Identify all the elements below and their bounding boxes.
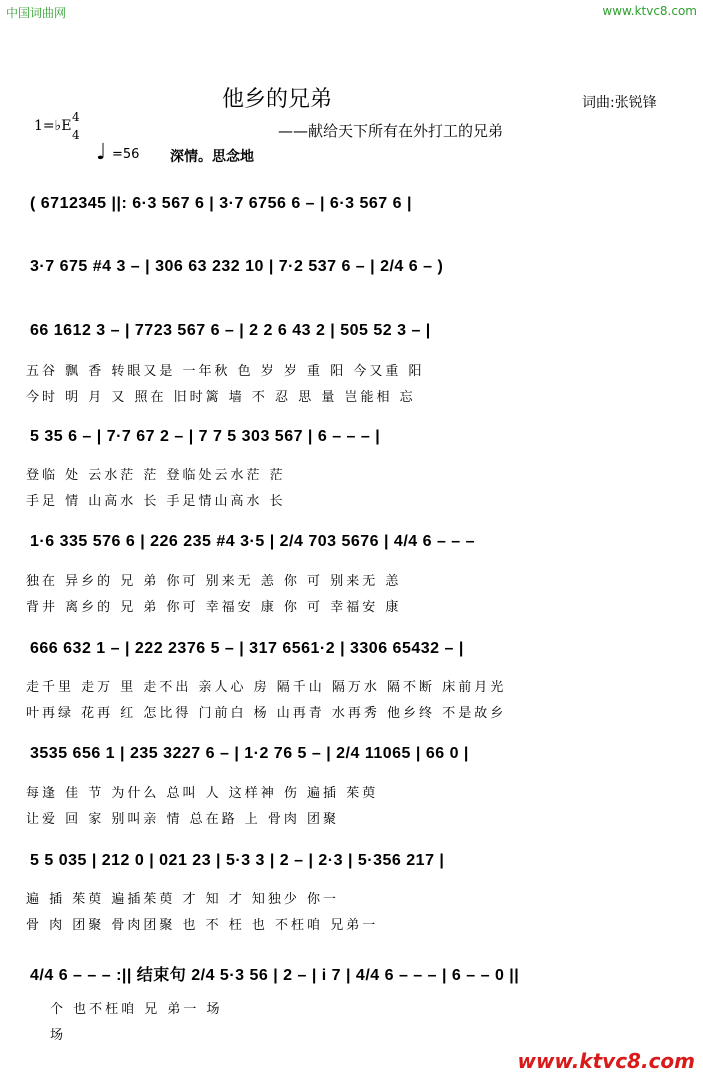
lyric-line-verse-1: 每逢 佳 节 为什么 总叫 人 这样神 伤 遍插 茱萸	[26, 786, 379, 801]
notation-line: 5 35 6 – | 7·7 67 2 – | 7 7 5 303 567 | 6 – – – |	[30, 428, 381, 445]
lyric-line-verse-1: 走千里 走万 里 走不出 亲人心 房 隔千山 隔万水 隔不断 床前月光	[26, 680, 507, 695]
notation-line: 666 632 1 – | 222 2376 5 – | 317 6561·2 | 3306 65432 – |	[30, 640, 464, 657]
lyric-line-verse-2: 场	[50, 1028, 67, 1043]
site-watermark-top-right: www.ktvc8.com	[602, 4, 697, 18]
notation-line: 3·7 675 #4 3 – | 306 63 232 10 | 7·2 537 6 – | 2/4 6 – )	[30, 258, 444, 275]
lyric-line-verse-2: 背井 离乡的 兄 弟 你可 幸福安 康 你 可 幸福安 康	[26, 600, 402, 615]
composer-credit: 词曲:张锐锋	[582, 95, 657, 111]
tempo-value: =56	[112, 147, 140, 162]
notation-line: 4/4 6 – – – :|| 结束句 2/4 5·3 56 | 2 – | i 7 | 4/4 6 – – – | 6 – – 0 ||	[30, 967, 520, 984]
notation-line: 1·6 335 576 6 | 226 235 #4 3·5 | 2/4 703 5676 | 4/4 6 – – –	[30, 533, 476, 550]
notation-line: 5 5 035 | 212 0 | 021 23 | 5·3 3 | 2 – | 2·3 | 5·356 217 |	[30, 852, 445, 869]
site-watermark-top-left: 中国词曲网	[6, 6, 67, 20]
lyric-line-verse-1: 独在 异乡的 兄 弟 你可 别来无 恙 你 可 别来无 恙	[26, 574, 402, 589]
notation-line: 3535 656 1 | 235 3227 6 – | 1·2 76 5 – | 2/4 11065 | 66 0 |	[30, 745, 469, 762]
lyric-line-verse-1: 个 也不枉咱 兄 弟一 场	[50, 1002, 223, 1017]
lyric-line-verse-1: 登临 处 云水茫 茫 登临处云水茫 茫	[26, 468, 286, 483]
lyric-line-verse-1: 遍 插 茱萸 遍插茱萸 才 知 才 知独少 你一	[26, 892, 340, 907]
quarter-note-icon: ♩	[96, 140, 107, 165]
lyric-line-verse-2: 今时 明 月 又 照在 旧时篱 墙 不 忍 思 量 岂能相 忘	[26, 390, 416, 405]
lyric-line-verse-2: 骨 肉 团聚 骨肉团聚 也 不 枉 也 不枉咱 兄弟一	[26, 918, 379, 933]
key-signature: 1=♭E	[34, 118, 72, 134]
site-logo-bottom: www.ktvc8.com	[517, 1049, 695, 1073]
lyric-line-verse-1: 五谷 飘 香 转眼又是 一年秋 色 岁 岁 重 阳 今又重 阳	[26, 364, 425, 379]
notation-line: ( 6712345 ||: 6·3 567 6 | 3·7 6756 6 – | 6·3 567 6 |	[30, 195, 412, 212]
lyric-line-verse-2: 让爱 回 家 别叫亲 情 总在路 上 骨肉 团聚	[26, 812, 340, 827]
time-signature-bottom: 4	[72, 128, 80, 142]
dedication: ——献给天下所有在外打工的兄弟	[278, 122, 504, 140]
song-title: 他乡的兄弟	[222, 87, 333, 112]
lyric-line-verse-2: 手足 情 山高水 长 手足情山高水 长	[26, 494, 286, 509]
lyric-line-verse-2: 叶再绿 花再 红 怎比得 门前白 杨 山再青 水再秀 他乡终 不是故乡	[26, 706, 507, 721]
time-signature-top: 4	[72, 110, 80, 124]
notation-line: 66 1612 3 – | 7723 567 6 – | 2 2 6 43 2 | 505 52 3 – |	[30, 322, 431, 339]
expression-mark: 深情。思念地	[170, 149, 254, 165]
